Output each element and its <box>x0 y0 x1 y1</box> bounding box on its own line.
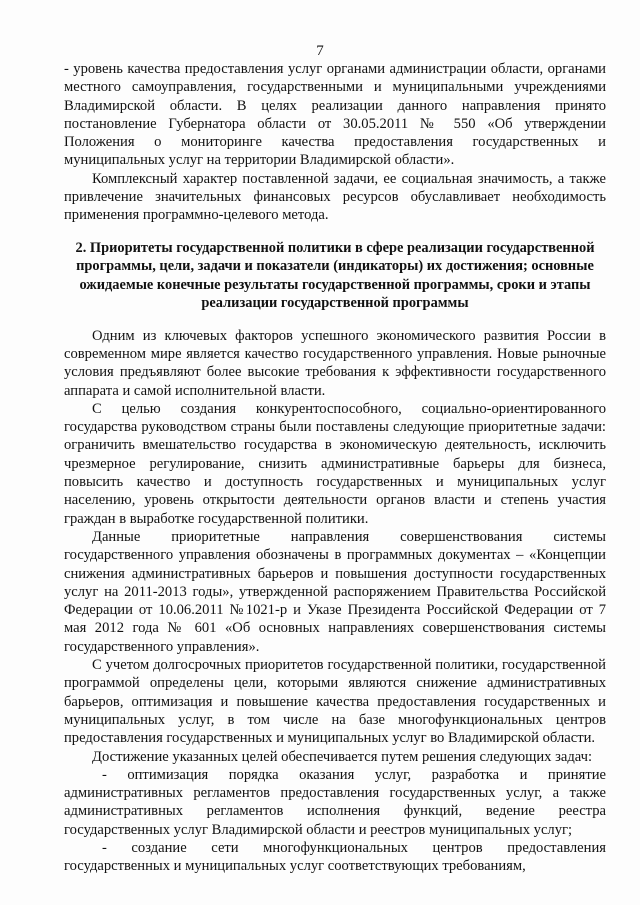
paragraph: Достижение указанных целей обеспечивается путем решения следующих задач: <box>92 748 593 765</box>
list-item: - создание сети многофункциональных центров предоставления государственных и муниципальных услуг соответствующих требованиям, <box>64 839 606 875</box>
list-item: - оптимизация порядка оказания услуг, разработка и принятие административных регламентов предоставления государственных услуг, а также административных регламентов исполнения функций, ведение реестра государственных услуг Владимирской области и реестров муниципальных услуг; <box>64 766 606 838</box>
paragraph: С учетом долгосрочных приоритетов государственной политики, государственной программой определены цели, которыми являются снижение административных барьеров, оптимизация и повышение качества предоставления государственных и муниципальных услуг, в том числе на базе многофункциональных центров предоставления государственных и муниципальных услуг во Владимирской области. <box>64 657 606 747</box>
page-number: 7 <box>316 43 324 59</box>
paragraph: Данные приоритетные направления совершенствования системы государственного управления обозначены в программных документах – «Концепции снижения административных барьеров и повышения доступности государственных услуг на 2011-2013 годы», утвержденной распоряжением Правительства Российской Федерации от 10.06.2011 №1021-р и Указе Президента Российской Федерации от 7 мая 2012 года № 601 «Об основных направлениях совершенствования системы государственного управления». <box>64 528 606 655</box>
document-body <box>64 60 606 876</box>
paragraph: Одним из ключевых факторов успешного экономического развития России в современном мире является качество государственного управления. Новые рыночные условия предъявляют более высокие требования к эффективности государственного аппарата и самой исполнительной власти. <box>64 327 606 399</box>
paragraph: Комплексный характер поставленной задачи, ее социальная значимость, а также привлечение значительных финансовых ресурсов обуславливает необходимость применения программно-целевого метода. <box>64 170 606 224</box>
paragraph: С целью создания конкурентоспособного, социально-ориентированного государства руководством страны были поставлены следующие приоритетные задачи: ограничить вмешательство государства в экономическую деятельность, исключить чрезмерное регулирование, снизить административные барьеры для бизнеса, повысить качество и доступность государственных и муниципальных услуг населению, уровень открытости деятельности органов власти и степень участия граждан в выработке государственной политики. <box>64 400 606 527</box>
section-heading: 2. Приоритеты государственной политики в сфере реализации государственной программы, цели, задачи и показатели (индикаторы) их достижения; основные ожидаемые конечные результаты государственной программы, сроки и этапы реализации государственной программы <box>75 239 595 312</box>
paragraph: - уровень качества предоставления услуг органами администрации области, органами местного самоуправления, государственными и муниципальными учреждениями Владимирской области. В целях реализации данного направления принято постановление Губернатора области от 30.05.2011 № 550 «Об утверждении Положения о мониторинге качества предоставления государственных и муниципальных услуг на территории Владимирской области». <box>64 61 606 169</box>
